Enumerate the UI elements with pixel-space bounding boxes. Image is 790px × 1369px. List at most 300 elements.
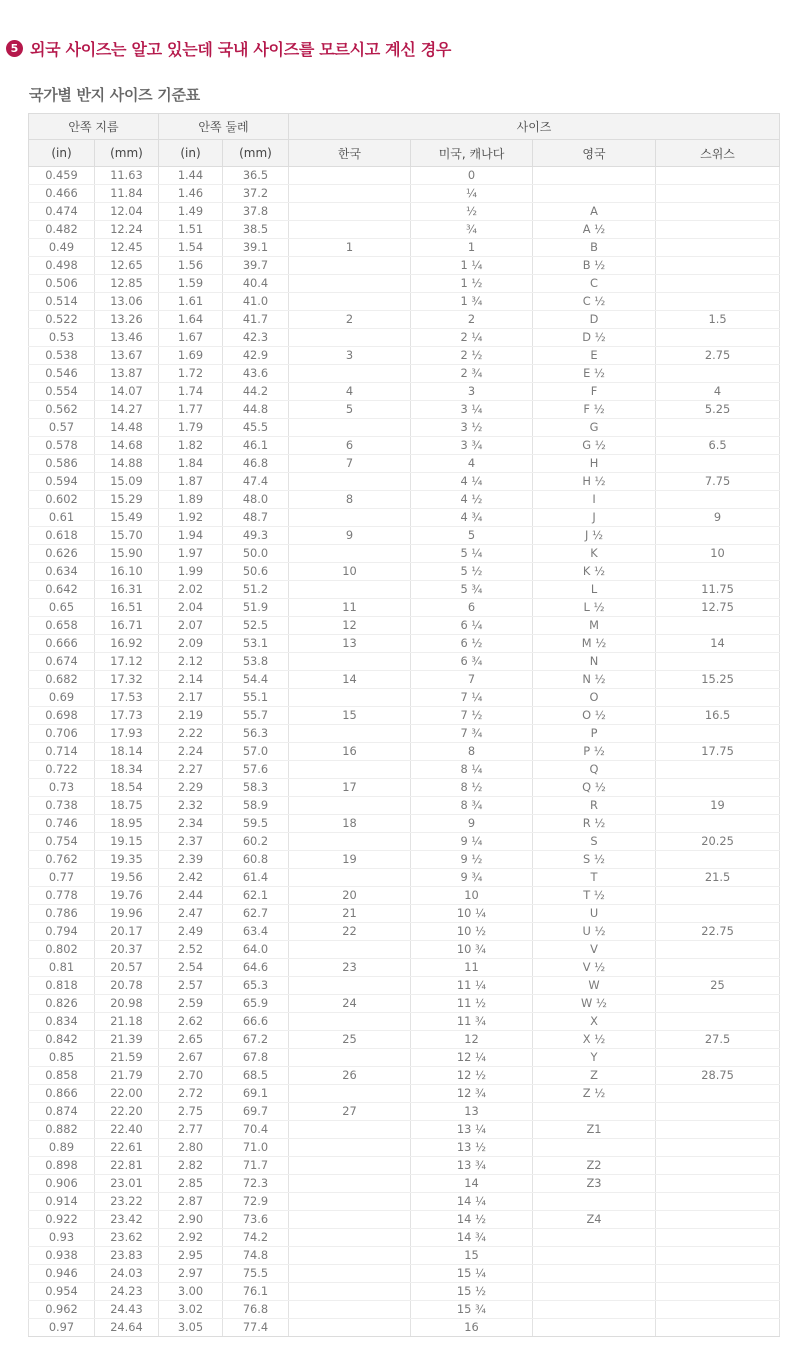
cell-circumference-mm: 67.8 <box>223 1049 289 1067</box>
table-row <box>29 671 780 689</box>
cell-circumference-in: 2.49 <box>159 923 223 941</box>
cell-diameter-in: 0.666 <box>29 635 95 653</box>
cell-circumference-mm: 52.5 <box>223 617 289 635</box>
cell-swiss-size <box>656 1193 780 1211</box>
column-header: (mm) <box>223 140 289 167</box>
cell-circumference-in: 2.37 <box>159 833 223 851</box>
cell-diameter-in: 0.562 <box>29 401 95 419</box>
cell-circumference-mm: 58.3 <box>223 779 289 797</box>
cell-swiss-size <box>656 275 780 293</box>
cell-circumference-mm: 67.2 <box>223 1031 289 1049</box>
cell-circumference-mm: 43.6 <box>223 365 289 383</box>
cell-swiss-size <box>656 941 780 959</box>
cell-circumference-in: 2.44 <box>159 887 223 905</box>
header-size: 사이즈 <box>289 114 780 140</box>
table-row <box>29 977 780 995</box>
cell-uk-size <box>533 1229 656 1247</box>
cell-diameter-in: 0.746 <box>29 815 95 833</box>
cell-circumference-in: 1.54 <box>159 239 223 257</box>
cell-uk-size: Z2 <box>533 1157 656 1175</box>
cell-us-canada-size: 7 ½ <box>411 707 533 725</box>
cell-circumference-in: 2.97 <box>159 1265 223 1283</box>
cell-korea-size <box>289 419 411 437</box>
section-heading <box>6 36 451 60</box>
cell-swiss-size: 7.75 <box>656 473 780 491</box>
cell-us-canada-size: 1 ¾ <box>411 293 533 311</box>
cell-uk-size: V ½ <box>533 959 656 977</box>
cell-us-canada-size: 8 <box>411 743 533 761</box>
cell-diameter-mm: 15.70 <box>95 527 159 545</box>
cell-swiss-size <box>656 905 780 923</box>
cell-diameter-mm: 13.87 <box>95 365 159 383</box>
cell-circumference-in: 2.70 <box>159 1067 223 1085</box>
cell-uk-size: L <box>533 581 656 599</box>
cell-us-canada-size: 15 ¾ <box>411 1301 533 1319</box>
cell-swiss-size <box>656 329 780 347</box>
cell-circumference-mm: 74.8 <box>223 1247 289 1265</box>
cell-uk-size <box>533 1301 656 1319</box>
cell-us-canada-size: 13 ¾ <box>411 1157 533 1175</box>
cell-us-canada-size: 9 ¾ <box>411 869 533 887</box>
cell-circumference-mm: 71.0 <box>223 1139 289 1157</box>
cell-korea-size <box>289 1121 411 1139</box>
cell-swiss-size: 15.25 <box>656 671 780 689</box>
cell-diameter-mm: 18.54 <box>95 779 159 797</box>
column-header: (in) <box>29 140 95 167</box>
cell-circumference-mm: 55.7 <box>223 707 289 725</box>
cell-swiss-size <box>656 653 780 671</box>
cell-diameter-in: 0.538 <box>29 347 95 365</box>
cell-diameter-mm: 20.17 <box>95 923 159 941</box>
cell-circumference-in: 2.67 <box>159 1049 223 1067</box>
cell-uk-size: M <box>533 617 656 635</box>
cell-korea-size <box>289 1211 411 1229</box>
cell-swiss-size <box>656 959 780 977</box>
cell-korea-size <box>289 329 411 347</box>
cell-diameter-mm: 17.32 <box>95 671 159 689</box>
cell-korea-size: 5 <box>289 401 411 419</box>
cell-us-canada-size: 3 ¼ <box>411 401 533 419</box>
cell-circumference-mm: 50.6 <box>223 563 289 581</box>
cell-us-canada-size: 14 ¾ <box>411 1229 533 1247</box>
cell-diameter-in: 0.65 <box>29 599 95 617</box>
cell-circumference-mm: 37.2 <box>223 185 289 203</box>
cell-circumference-in: 3.05 <box>159 1319 223 1337</box>
cell-uk-size: D <box>533 311 656 329</box>
cell-circumference-in: 1.84 <box>159 455 223 473</box>
cell-circumference-mm: 39.7 <box>223 257 289 275</box>
cell-circumference-in: 2.12 <box>159 653 223 671</box>
cell-swiss-size: 27.5 <box>656 1031 780 1049</box>
cell-diameter-mm: 12.45 <box>95 239 159 257</box>
cell-swiss-size <box>656 563 780 581</box>
cell-us-canada-size: 6 ¼ <box>411 617 533 635</box>
cell-diameter-in: 0.522 <box>29 311 95 329</box>
cell-diameter-mm: 17.12 <box>95 653 159 671</box>
cell-us-canada-size: 5 <box>411 527 533 545</box>
cell-korea-size <box>289 365 411 383</box>
cell-swiss-size <box>656 851 780 869</box>
table-row <box>29 815 780 833</box>
cell-diameter-in: 0.466 <box>29 185 95 203</box>
table-row <box>29 221 780 239</box>
cell-diameter-mm: 21.79 <box>95 1067 159 1085</box>
cell-korea-size <box>289 221 411 239</box>
cell-korea-size: 10 <box>289 563 411 581</box>
cell-diameter-mm: 15.49 <box>95 509 159 527</box>
table-row <box>29 1121 780 1139</box>
cell-diameter-in: 0.586 <box>29 455 95 473</box>
cell-us-canada-size: 11 ½ <box>411 995 533 1013</box>
cell-circumference-in: 2.14 <box>159 671 223 689</box>
cell-swiss-size <box>656 1175 780 1193</box>
cell-korea-size: 4 <box>289 383 411 401</box>
cell-circumference-in: 1.56 <box>159 257 223 275</box>
cell-korea-size <box>289 977 411 995</box>
cell-circumference-mm: 54.4 <box>223 671 289 689</box>
cell-circumference-mm: 76.1 <box>223 1283 289 1301</box>
cell-uk-size: P <box>533 725 656 743</box>
table-row <box>29 1139 780 1157</box>
cell-diameter-mm: 22.81 <box>95 1157 159 1175</box>
cell-uk-size <box>533 1103 656 1121</box>
table-column-header-row <box>29 140 780 167</box>
cell-uk-size: V <box>533 941 656 959</box>
cell-us-canada-size: 11 ¼ <box>411 977 533 995</box>
cell-diameter-in: 0.85 <box>29 1049 95 1067</box>
cell-diameter-in: 0.866 <box>29 1085 95 1103</box>
cell-diameter-in: 0.482 <box>29 221 95 239</box>
cell-korea-size <box>289 1139 411 1157</box>
cell-korea-size <box>289 1175 411 1193</box>
cell-uk-size: N <box>533 653 656 671</box>
cell-circumference-mm: 40.4 <box>223 275 289 293</box>
table-row <box>29 1067 780 1085</box>
cell-circumference-in: 3.02 <box>159 1301 223 1319</box>
cell-korea-size <box>289 185 411 203</box>
cell-diameter-in: 0.634 <box>29 563 95 581</box>
cell-diameter-in: 0.97 <box>29 1319 95 1337</box>
table-row <box>29 599 780 617</box>
cell-swiss-size <box>656 725 780 743</box>
cell-circumference-in: 2.02 <box>159 581 223 599</box>
table-row <box>29 1193 780 1211</box>
cell-diameter-in: 0.498 <box>29 257 95 275</box>
column-header: 영국 <box>533 140 656 167</box>
cell-korea-size <box>289 869 411 887</box>
cell-diameter-mm: 16.10 <box>95 563 159 581</box>
cell-us-canada-size: 13 ½ <box>411 1139 533 1157</box>
cell-swiss-size <box>656 257 780 275</box>
cell-korea-size: 9 <box>289 527 411 545</box>
cell-diameter-mm: 11.84 <box>95 185 159 203</box>
cell-uk-size: A <box>533 203 656 221</box>
cell-uk-size: Q ½ <box>533 779 656 797</box>
table-group-header-row <box>29 114 780 140</box>
cell-diameter-mm: 13.06 <box>95 293 159 311</box>
cell-us-canada-size: 8 ½ <box>411 779 533 797</box>
cell-circumference-mm: 39.1 <box>223 239 289 257</box>
table-row <box>29 1229 780 1247</box>
cell-diameter-in: 0.474 <box>29 203 95 221</box>
cell-diameter-mm: 23.83 <box>95 1247 159 1265</box>
cell-swiss-size: 10 <box>656 545 780 563</box>
cell-diameter-in: 0.762 <box>29 851 95 869</box>
cell-diameter-mm: 20.78 <box>95 977 159 995</box>
cell-diameter-in: 0.938 <box>29 1247 95 1265</box>
cell-diameter-in: 0.69 <box>29 689 95 707</box>
cell-us-canada-size: 14 ¼ <box>411 1193 533 1211</box>
cell-diameter-in: 0.89 <box>29 1139 95 1157</box>
cell-korea-size <box>289 203 411 221</box>
cell-swiss-size <box>656 617 780 635</box>
table-row <box>29 1211 780 1229</box>
cell-us-canada-size: 3 ½ <box>411 419 533 437</box>
cell-circumference-mm: 42.3 <box>223 329 289 347</box>
cell-us-canada-size: 3 <box>411 383 533 401</box>
table-row <box>29 365 780 383</box>
cell-uk-size: Z4 <box>533 1211 656 1229</box>
cell-diameter-in: 0.954 <box>29 1283 95 1301</box>
cell-swiss-size <box>656 491 780 509</box>
cell-uk-size: H ½ <box>533 473 656 491</box>
cell-circumference-mm: 51.2 <box>223 581 289 599</box>
cell-circumference-mm: 76.8 <box>223 1301 289 1319</box>
cell-circumference-mm: 74.2 <box>223 1229 289 1247</box>
cell-us-canada-size: 10 <box>411 887 533 905</box>
cell-diameter-in: 0.81 <box>29 959 95 977</box>
cell-uk-size <box>533 1283 656 1301</box>
table-row <box>29 1283 780 1301</box>
cell-diameter-in: 0.922 <box>29 1211 95 1229</box>
cell-diameter-in: 0.594 <box>29 473 95 491</box>
cell-diameter-in: 0.506 <box>29 275 95 293</box>
cell-korea-size <box>289 473 411 491</box>
table-row <box>29 617 780 635</box>
cell-diameter-in: 0.738 <box>29 797 95 815</box>
cell-circumference-mm: 64.6 <box>223 959 289 977</box>
cell-swiss-size <box>656 167 780 185</box>
cell-diameter-mm: 19.35 <box>95 851 159 869</box>
cell-circumference-in: 2.47 <box>159 905 223 923</box>
cell-korea-size <box>289 275 411 293</box>
cell-uk-size: F <box>533 383 656 401</box>
cell-diameter-mm: 12.04 <box>95 203 159 221</box>
cell-diameter-mm: 11.63 <box>95 167 159 185</box>
cell-circumference-mm: 59.5 <box>223 815 289 833</box>
table-title: 국가별 반지 사이즈 기준표 <box>29 86 200 104</box>
table-row <box>29 905 780 923</box>
cell-swiss-size <box>656 293 780 311</box>
cell-korea-size <box>289 1085 411 1103</box>
cell-swiss-size <box>656 1247 780 1265</box>
cell-uk-size: I <box>533 491 656 509</box>
cell-circumference-mm: 50.0 <box>223 545 289 563</box>
cell-diameter-in: 0.602 <box>29 491 95 509</box>
table-row <box>29 779 780 797</box>
cell-circumference-mm: 60.2 <box>223 833 289 851</box>
table-row <box>29 455 780 473</box>
cell-diameter-mm: 20.98 <box>95 995 159 1013</box>
cell-swiss-size <box>656 1265 780 1283</box>
cell-korea-size: 19 <box>289 851 411 869</box>
cell-us-canada-size: 12 <box>411 1031 533 1049</box>
cell-circumference-in: 1.51 <box>159 221 223 239</box>
cell-circumference-mm: 45.5 <box>223 419 289 437</box>
cell-us-canada-size: 6 ¾ <box>411 653 533 671</box>
cell-uk-size: O <box>533 689 656 707</box>
cell-us-canada-size: 3 ¾ <box>411 437 533 455</box>
cell-swiss-size <box>656 1121 780 1139</box>
cell-circumference-in: 2.90 <box>159 1211 223 1229</box>
cell-circumference-mm: 41.7 <box>223 311 289 329</box>
cell-us-canada-size: 1 ½ <box>411 275 533 293</box>
cell-circumference-in: 1.61 <box>159 293 223 311</box>
table-row <box>29 941 780 959</box>
cell-diameter-mm: 20.37 <box>95 941 159 959</box>
cell-us-canada-size: 2 <box>411 311 533 329</box>
table-row <box>29 1013 780 1031</box>
cell-uk-size: M ½ <box>533 635 656 653</box>
cell-korea-size <box>289 653 411 671</box>
cell-swiss-size <box>656 1103 780 1121</box>
cell-swiss-size: 1.5 <box>656 311 780 329</box>
cell-korea-size: 15 <box>289 707 411 725</box>
cell-circumference-in: 2.09 <box>159 635 223 653</box>
cell-swiss-size <box>656 779 780 797</box>
cell-uk-size: P ½ <box>533 743 656 761</box>
table-row <box>29 563 780 581</box>
cell-us-canada-size: 7 ¾ <box>411 725 533 743</box>
cell-diameter-mm: 12.65 <box>95 257 159 275</box>
cell-uk-size: W ½ <box>533 995 656 1013</box>
cell-swiss-size: 5.25 <box>656 401 780 419</box>
cell-diameter-in: 0.514 <box>29 293 95 311</box>
table-row <box>29 635 780 653</box>
cell-uk-size: R ½ <box>533 815 656 833</box>
cell-diameter-mm: 12.85 <box>95 275 159 293</box>
cell-circumference-in: 1.87 <box>159 473 223 491</box>
cell-swiss-size <box>656 185 780 203</box>
cell-korea-size: 22 <box>289 923 411 941</box>
cell-us-canada-size: 9 <box>411 815 533 833</box>
cell-korea-size: 2 <box>289 311 411 329</box>
cell-circumference-in: 2.04 <box>159 599 223 617</box>
cell-diameter-in: 0.626 <box>29 545 95 563</box>
cell-korea-size <box>289 1229 411 1247</box>
cell-diameter-mm: 21.18 <box>95 1013 159 1031</box>
column-header: (in) <box>159 140 223 167</box>
cell-us-canada-size: 5 ¼ <box>411 545 533 563</box>
cell-circumference-in: 2.24 <box>159 743 223 761</box>
cell-korea-size: 13 <box>289 635 411 653</box>
table-row <box>29 995 780 1013</box>
cell-diameter-mm: 24.64 <box>95 1319 159 1337</box>
table-row <box>29 869 780 887</box>
table-row <box>29 509 780 527</box>
cell-uk-size: Q <box>533 761 656 779</box>
cell-diameter-in: 0.61 <box>29 509 95 527</box>
cell-circumference-in: 2.22 <box>159 725 223 743</box>
cell-swiss-size <box>656 221 780 239</box>
cell-uk-size: E <box>533 347 656 365</box>
cell-uk-size: U <box>533 905 656 923</box>
header-inner-circumference: 안쪽 둘레 <box>159 114 289 140</box>
cell-diameter-mm: 15.29 <box>95 491 159 509</box>
table-row <box>29 239 780 257</box>
cell-circumference-in: 1.59 <box>159 275 223 293</box>
cell-circumference-mm: 60.8 <box>223 851 289 869</box>
section-heading-text: 외국 사이즈는 알고 있는데 국내 사이즈를 모르시고 계신 경우 <box>30 39 452 59</box>
cell-circumference-in: 1.74 <box>159 383 223 401</box>
cell-swiss-size <box>656 1157 780 1175</box>
cell-us-canada-size: 12 ¾ <box>411 1085 533 1103</box>
cell-circumference-mm: 64.0 <box>223 941 289 959</box>
cell-diameter-in: 0.874 <box>29 1103 95 1121</box>
cell-us-canada-size: 11 <box>411 959 533 977</box>
cell-korea-size <box>289 1283 411 1301</box>
table-row <box>29 797 780 815</box>
cell-circumference-mm: 57.6 <box>223 761 289 779</box>
table-row <box>29 167 780 185</box>
cell-circumference-in: 2.42 <box>159 869 223 887</box>
cell-korea-size: 25 <box>289 1031 411 1049</box>
cell-circumference-in: 1.69 <box>159 347 223 365</box>
cell-diameter-mm: 22.20 <box>95 1103 159 1121</box>
cell-circumference-in: 1.67 <box>159 329 223 347</box>
cell-swiss-size <box>656 1085 780 1103</box>
cell-diameter-mm: 21.59 <box>95 1049 159 1067</box>
cell-diameter-in: 0.786 <box>29 905 95 923</box>
cell-korea-size <box>289 1265 411 1283</box>
cell-diameter-in: 0.754 <box>29 833 95 851</box>
cell-circumference-in: 2.57 <box>159 977 223 995</box>
cell-korea-size: 3 <box>289 347 411 365</box>
cell-uk-size: Z3 <box>533 1175 656 1193</box>
cell-diameter-mm: 18.14 <box>95 743 159 761</box>
table-row <box>29 383 780 401</box>
cell-circumference-mm: 48.0 <box>223 491 289 509</box>
cell-swiss-size <box>656 365 780 383</box>
cell-uk-size: C ½ <box>533 293 656 311</box>
cell-korea-size: 1 <box>289 239 411 257</box>
cell-swiss-size <box>656 1319 780 1337</box>
cell-diameter-mm: 16.92 <box>95 635 159 653</box>
cell-circumference-in: 2.92 <box>159 1229 223 1247</box>
table-row <box>29 689 780 707</box>
cell-diameter-in: 0.459 <box>29 167 95 185</box>
cell-korea-size <box>289 1301 411 1319</box>
cell-diameter-in: 0.898 <box>29 1157 95 1175</box>
cell-circumference-mm: 73.6 <box>223 1211 289 1229</box>
cell-circumference-in: 2.87 <box>159 1193 223 1211</box>
cell-circumference-in: 1.97 <box>159 545 223 563</box>
cell-uk-size <box>533 1265 656 1283</box>
cell-circumference-mm: 49.3 <box>223 527 289 545</box>
table-row <box>29 347 780 365</box>
table-row <box>29 833 780 851</box>
cell-circumference-in: 2.19 <box>159 707 223 725</box>
cell-us-canada-size: 15 ¼ <box>411 1265 533 1283</box>
table-row <box>29 1265 780 1283</box>
cell-diameter-mm: 22.40 <box>95 1121 159 1139</box>
cell-diameter-in: 0.618 <box>29 527 95 545</box>
cell-us-canada-size: 2 ¼ <box>411 329 533 347</box>
cell-uk-size <box>533 185 656 203</box>
cell-circumference-in: 2.29 <box>159 779 223 797</box>
cell-uk-size: E ½ <box>533 365 656 383</box>
cell-diameter-in: 0.578 <box>29 437 95 455</box>
